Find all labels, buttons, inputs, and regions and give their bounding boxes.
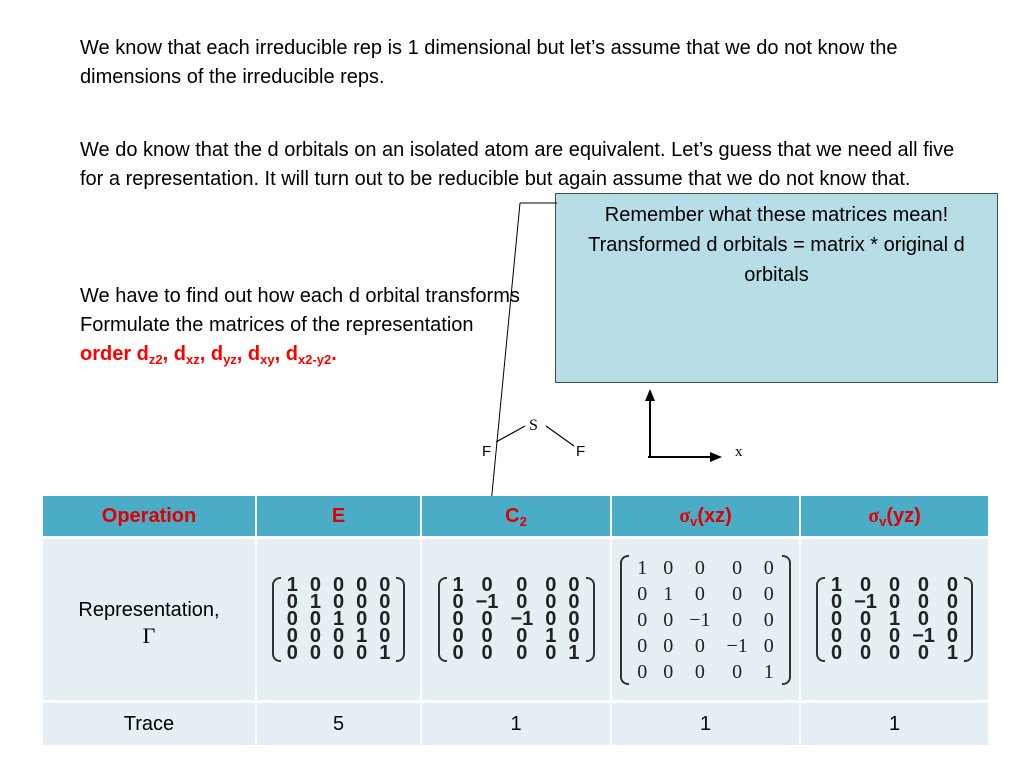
matrix-entry: 1 bbox=[888, 608, 901, 630]
matrix-entry: 0 bbox=[859, 608, 872, 630]
matrix-entry: 0 bbox=[637, 582, 648, 605]
matrix-entry: 0 bbox=[831, 625, 843, 647]
matrix-entry: 1 bbox=[545, 625, 557, 647]
matrix-entry: 0 bbox=[732, 608, 743, 631]
matrix-entry: 0 bbox=[917, 591, 930, 613]
matrix-bracket-left bbox=[438, 577, 447, 662]
matrix-entry: 0 bbox=[332, 591, 345, 613]
matrix-entry: 0 bbox=[286, 625, 298, 647]
matrix-entry: 0 bbox=[568, 608, 580, 630]
matrix-entry: 0 bbox=[379, 625, 391, 647]
matrix-entry: −1 bbox=[475, 591, 499, 613]
orbital-order: order $d_{z2}$, $d_{xz}$, $d_{yz}$, $d_{xy}$, $d_{x2-y2}$. bbox=[80, 343, 337, 367]
coordinate-axes bbox=[630, 385, 760, 465]
matrix-entry: −1 bbox=[726, 634, 748, 657]
matrix-entry: 0 bbox=[481, 574, 493, 596]
matrix-entry: 0 bbox=[356, 642, 368, 664]
matrix-entry: 0 bbox=[763, 608, 774, 631]
matrix-bracket-left bbox=[620, 555, 629, 685]
matrix-entry: 0 bbox=[946, 625, 958, 647]
matrix-entry: 0 bbox=[946, 574, 958, 596]
matrix-entry: 0 bbox=[379, 591, 391, 613]
matrix-entry: 0 bbox=[637, 634, 648, 657]
representation-row bbox=[43, 538, 989, 702]
matrix-entry: 0 bbox=[452, 625, 464, 647]
matrix-entry: 0 bbox=[859, 574, 872, 596]
header-c2: $C_2$ bbox=[421, 496, 611, 538]
matrix-bracket-right bbox=[964, 577, 973, 662]
matrix-entry: 1 bbox=[356, 625, 368, 647]
matrix-entry: 0 bbox=[481, 642, 493, 664]
matrix-entry: 0 bbox=[286, 608, 298, 630]
sulfur-atom: S bbox=[529, 417, 538, 434]
matrix-entry: 0 bbox=[888, 574, 901, 596]
callout-line-2: Transformed d orbitals = matrix * original d orbitals bbox=[588, 234, 965, 286]
matrix-entry: 0 bbox=[946, 591, 958, 613]
matrix-entry: 0 bbox=[859, 625, 872, 647]
matrix-sigma-v-yz bbox=[816, 574, 973, 664]
matrix-grid bbox=[281, 574, 397, 664]
matrix-entry: 0 bbox=[286, 591, 298, 613]
matrix-entry: 1 bbox=[763, 660, 774, 683]
matrix-entry: −1 bbox=[854, 591, 877, 613]
matrix-entry: 0 bbox=[379, 608, 391, 630]
matrix-entry: 1 bbox=[379, 642, 391, 664]
matrix-entry: 0 bbox=[545, 608, 557, 630]
matrix-entry: 1 bbox=[663, 582, 674, 605]
matrix-e bbox=[272, 574, 406, 664]
matrix-entry: 0 bbox=[379, 574, 391, 596]
matrix-entry: 0 bbox=[831, 608, 843, 630]
matrix-entry: 0 bbox=[917, 574, 930, 596]
representation-label: Representation, Γ bbox=[43, 538, 256, 702]
matrix-entry: 0 bbox=[763, 556, 774, 579]
matrix-entry: 0 bbox=[332, 574, 345, 596]
matrix-sigma-v-xz bbox=[620, 555, 791, 685]
matrix-entry: 0 bbox=[516, 625, 528, 647]
matrix-entry: −1 bbox=[912, 625, 935, 647]
matrix-entry: 0 bbox=[732, 582, 743, 605]
matrix-entry: −1 bbox=[689, 608, 711, 631]
matrix-entry: 1 bbox=[946, 642, 958, 664]
matrix-entry: −1 bbox=[510, 608, 534, 630]
matrix-bracket-right bbox=[782, 555, 791, 685]
matrix-entry: 0 bbox=[694, 556, 705, 579]
matrix-entry: 0 bbox=[516, 642, 528, 664]
matrix-entry: 0 bbox=[568, 625, 580, 647]
matrix-entry: 0 bbox=[694, 582, 705, 605]
header-e: E bbox=[256, 496, 421, 538]
header-sigma-v-yz: $\sigma_v(yz)$ bbox=[800, 496, 989, 538]
matrix-entry: 1 bbox=[637, 556, 648, 579]
header-sigma-v-xz: $\sigma_v(xz)$ bbox=[611, 496, 800, 538]
matrix-entry: 0 bbox=[356, 591, 368, 613]
matrix-entry: 1 bbox=[568, 642, 580, 664]
matrix-entry: 0 bbox=[637, 660, 648, 683]
matrix-bracket-right bbox=[396, 577, 405, 662]
matrix-entry: 0 bbox=[309, 608, 321, 630]
matrix-entry: 0 bbox=[694, 634, 705, 657]
header-row bbox=[43, 496, 989, 538]
matrix-entry: 0 bbox=[545, 591, 557, 613]
matrix-entry: 1 bbox=[452, 574, 464, 596]
matrix-entry: 0 bbox=[356, 574, 368, 596]
callout-line-1: Remember what these matrices mean! bbox=[604, 204, 949, 226]
matrix-entry: 0 bbox=[452, 591, 464, 613]
instructions-line-2: Formulate the matrices of the representation bbox=[80, 314, 474, 336]
fluorine-atom-left: F bbox=[482, 443, 492, 460]
matrix-bracket-right bbox=[586, 577, 595, 662]
matrix-entry: 0 bbox=[663, 634, 674, 657]
matrix-entry: 0 bbox=[568, 591, 580, 613]
gamma-symbol: Γ bbox=[142, 622, 156, 648]
matrix-entry: 0 bbox=[888, 591, 901, 613]
matrix-entry: 0 bbox=[694, 660, 705, 683]
matrix-cell-sigma-v-xz bbox=[611, 538, 800, 702]
matrix-entry: 0 bbox=[332, 642, 345, 664]
matrix-bracket-left bbox=[816, 577, 825, 662]
x-axis-label: x bbox=[735, 444, 743, 460]
matrix-entry: 0 bbox=[516, 591, 528, 613]
matrix-entry: 0 bbox=[356, 608, 368, 630]
matrix-entry: 0 bbox=[917, 642, 930, 664]
matrix-grid bbox=[825, 574, 964, 664]
intro-paragraph: We know that each irreducible rep is 1 dimensional but let’s assume that we do not know the dimensions of the irreducible reps. bbox=[80, 37, 898, 88]
character-table bbox=[43, 496, 990, 748]
matrix-entry: 0 bbox=[946, 608, 958, 630]
matrix-entry: 0 bbox=[859, 642, 872, 664]
matrix-entry: 1 bbox=[831, 574, 843, 596]
matrix-cell-e bbox=[256, 538, 421, 702]
matrix-entry: 0 bbox=[286, 642, 298, 664]
matrix-entry: 0 bbox=[332, 625, 345, 647]
matrix-entry: 0 bbox=[452, 642, 464, 664]
trace-sigma-v-xz: 1 bbox=[611, 702, 800, 747]
matrix-entry: 0 bbox=[309, 574, 321, 596]
matrix-entry: 0 bbox=[545, 574, 557, 596]
matrix-c2 bbox=[438, 574, 595, 664]
matrix-entry: 0 bbox=[888, 642, 901, 664]
matrix-entry: 0 bbox=[309, 642, 321, 664]
matrix-entry: 0 bbox=[663, 556, 674, 579]
matrix-entry: 0 bbox=[545, 642, 557, 664]
header-operation: Operation bbox=[43, 496, 256, 538]
matrix-entry: 0 bbox=[481, 608, 493, 630]
matrix-entry: 0 bbox=[568, 574, 580, 596]
matrix-entry: 0 bbox=[516, 574, 528, 596]
trace-row bbox=[43, 702, 989, 747]
matrix-entry: 1 bbox=[286, 574, 298, 596]
matrix-entry: 0 bbox=[831, 642, 843, 664]
matrix-entry: 0 bbox=[481, 625, 493, 647]
trace-c2: 1 bbox=[421, 702, 611, 747]
matrix-grid bbox=[629, 555, 782, 685]
instructions-line-1: We have to find out how each d orbital transforms bbox=[80, 285, 520, 307]
matrix-cell-c2 bbox=[421, 538, 611, 702]
matrix-entry: 0 bbox=[637, 608, 648, 631]
matrix-bracket-left bbox=[272, 577, 281, 662]
matrix-grid bbox=[447, 574, 586, 664]
matrix-entry: 0 bbox=[309, 625, 321, 647]
trace-label: Trace bbox=[43, 702, 256, 747]
sf2-molecule bbox=[470, 410, 610, 470]
trace-sigma-v-yz: 1 bbox=[800, 702, 989, 747]
d-orbitals-paragraph: We do know that the d orbitals on an isolated atom are equivalent. Let’s guess that we need all five for a representation. It will turn out to be reducible but again assume that we do not know that. bbox=[80, 139, 955, 190]
fluorine-atom-right: F bbox=[576, 443, 586, 460]
matrix-entry: 0 bbox=[917, 608, 930, 630]
trace-e: 5 bbox=[256, 702, 421, 747]
matrix-entry: 0 bbox=[732, 660, 743, 683]
matrix-cell-sigma-v-yz bbox=[800, 538, 989, 702]
matrix-entry: 0 bbox=[888, 625, 901, 647]
matrix-entry: 1 bbox=[332, 608, 345, 630]
matrix-entry: 0 bbox=[763, 582, 774, 605]
matrix-entry: 0 bbox=[831, 591, 843, 613]
matrix-entry: 0 bbox=[763, 634, 774, 657]
matrix-entry: 0 bbox=[663, 660, 674, 683]
matrix-entry: 1 bbox=[309, 591, 321, 613]
matrix-entry: 0 bbox=[663, 608, 674, 631]
matrix-entry: 0 bbox=[732, 556, 743, 579]
matrix-entry: 0 bbox=[452, 608, 464, 630]
